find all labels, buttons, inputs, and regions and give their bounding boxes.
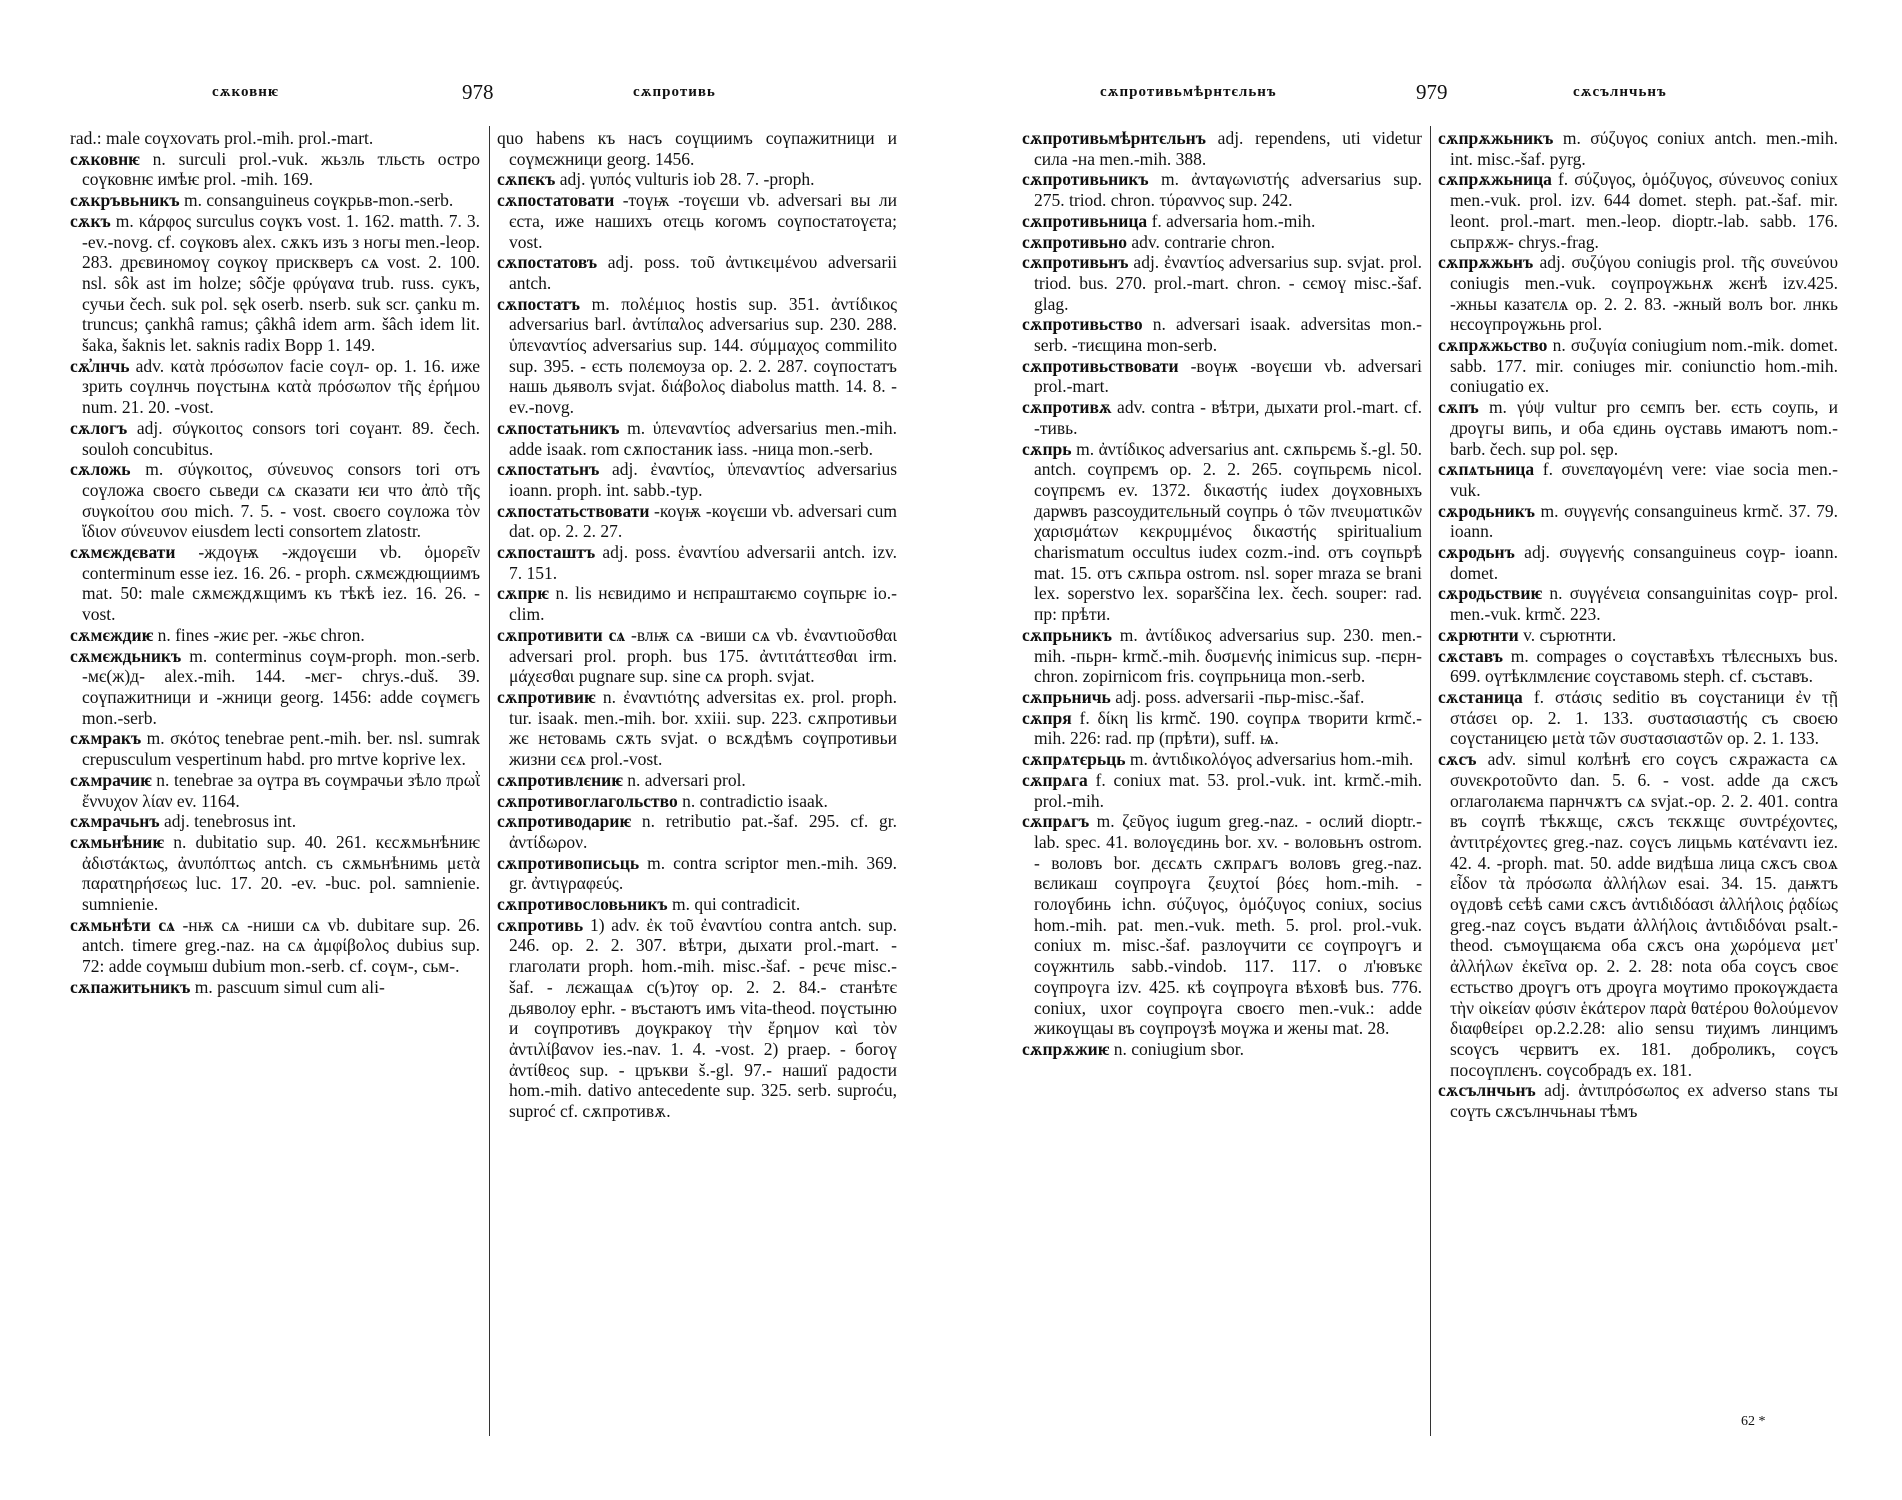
headword: сѫпротивиѥ — [497, 686, 596, 707]
dictionary-entry — [1438, 500, 1838, 542]
dictionary-entry — [1022, 438, 1423, 625]
dictionary-entry — [1438, 459, 1838, 500]
entry-text: f. coniux mat. 53. prol.-vuk. int. krmč.-mih. prol.-mih. — [1034, 769, 1423, 811]
dictionary-entry — [1022, 397, 1423, 438]
headword: сѫпрѫжьство — [1438, 335, 1548, 356]
dictionary-entry — [70, 728, 481, 770]
headword: сѫложь — [70, 459, 131, 480]
headword: сѫмракъ — [70, 728, 142, 749]
dictionary-entry — [497, 169, 897, 190]
entry-text: m. contra scriptor men.-mih. 369. gr. ἀντιγραφεύς. — [509, 852, 897, 894]
entry-text: m. ἀντίδικος adversarius sup. 230. men.-mih. -пьрн- krmč.-mih. δυσμενής inimicus sup. -пєрн- chron. zopirnicom fris. соүпрьница mon.-serb. — [1034, 624, 1423, 687]
column-2 — [497, 128, 897, 1122]
headword: сѫлогъ — [70, 417, 128, 438]
headword: сѫпостатовъ — [497, 252, 598, 273]
entry-text: n. fines -жиє per. -жьє chron. — [157, 624, 365, 645]
entry-text: m. pascuum simul cum ali- — [194, 976, 385, 997]
headword: сѫпрѫжиѥ — [1022, 1038, 1110, 1059]
dictionary-entry — [70, 914, 481, 977]
entry-text: -нѭ сѧ -ниши сѧ vb. dubitare sup. 26. antch. timere greg.-naz. на сѧ ἀμφίβολος dubius sup. 72: adde соүмыш dubium mon.-serb. cf. соүм-, сьм-. — [82, 914, 481, 977]
headword: сѫпрьникъ — [1022, 624, 1112, 645]
entry-text: f. συνεπαγομένη vere: viae socia men.-vuk. — [1450, 459, 1838, 500]
running-head-right: сѫпротивь — [633, 84, 716, 100]
headword: сѫмєждиѥ — [70, 624, 154, 645]
entry-text: adj. tenebrosus int. — [163, 811, 297, 832]
dictionary-entry — [1438, 1080, 1838, 1122]
headword: сѫпрѧгъ — [1022, 811, 1090, 832]
dictionary-entry — [1438, 624, 1838, 646]
dictionary-entry — [497, 769, 897, 791]
headword: сѫрютнти — [1438, 624, 1519, 645]
headword: сѫмєждьникъ — [70, 645, 182, 666]
entry-text: n. contradictio isaak. — [682, 790, 828, 811]
entry-text: m. σκότος tenebrae pent.-mih. ber. nsl. sumrak crepusculum vespertinum habd. pro mrtve koprive lex. — [82, 728, 481, 770]
dictionary-entry — [497, 811, 898, 852]
dictionary-entry — [497, 128, 897, 169]
dictionary-entry — [1438, 583, 1838, 625]
entry-text: adv. contra - вѣтри, дыхати prol.-mart. cf. -тивь. — [1034, 397, 1423, 438]
entry-text: adj. rependens, uti videtur сила -на men.-mih. 388. — [1034, 128, 1422, 169]
headword: сѫродьствиѥ — [1438, 583, 1543, 604]
running-head-right: сѫсълнчьнъ — [1573, 84, 1667, 100]
dictionary-entry — [1022, 1038, 1422, 1060]
dictionary-entry — [497, 252, 897, 293]
entry-text: adv. simul колѣнѣ єго соүсъ сѫражаста сѧ συνεκροτοῦντο dan. 5. 6. - vost. adde да сѫсъ оглаголаѥма парнчѫтъ сѧ svjat.-op. 2. 2. 401. contra въ соүпѣ тѣкѫщє, сѫсъ тєкѫщє συντρέχοντες, ἀντιτρέχοντες greg.-naz. соүсъ лицьмь κατέναντι iez. 42. 4. -proph. mat. 50. adde видѣша лица сѫсъ своѧ εἶδον τὰ πρόσωπα ἀλλήλων esai. 34. 15. даѭтъ оүдовѣ сєѣѣ сами сѫсъ ἀντιδιδόασι ἀλλήλοις ῥᾳδίως greg.-naz соүсъ въдати ἀλλήλοις ἀντιδιδόναι psalt.-theod. съмоүщаѥма оба сѫсъ она χωρόμενα μετ' ἀλλήλων ἐκεῖνα op. 2. 2. 28: nota оба соүсъ своє єстьство дроүгъ отъ дроүга моүтимо прокоүждаєта τὴν οἰκείαν φύσιν ἑκάτερον παρὰ θατέρου θολούμενον διαφθείρει op.2.2.28: alio sensu тиχимъ линцимъ ѕсоүсъ чєрвитъ ex. 181. доброликъ, соүсъ посоүплєнъ. соүсобрадъ ex. 181. — [1450, 749, 1839, 1080]
entry-text: m. γύψ vultur pro сємпъ ber. єсть соупь, и дроүгы випь, и оба єдинь оүставь имаютъ nom.-barb. čech. sup pol. sęp. — [1450, 397, 1838, 459]
headword: сѫкръвьникъ — [70, 190, 180, 211]
headword: сѫмрачьнъ — [70, 811, 160, 832]
headword: сѫпротивописьць — [497, 852, 640, 873]
dictionary-entry — [1022, 128, 1422, 169]
column-rule — [489, 126, 490, 1436]
entry-text: m. σύγκοιτος, σύνευνος consors tori отъ соүложа своєго сьведи сѧ сказати ѥи что ἀπὸ τῆς συγκοίτου σου mich. 7. 5. - vost. своєго соүложа τὸν ἴδιον σύνευνον eiusdem lecti consortem zlatostr. — [82, 459, 481, 542]
entry-text: adj. συζύγου coniugis prol. τῆς συνεύνου coniugis men.-vuk. соүпроүжьнѫ жєнѣ izv.425. -жньы казатєлѧ op. 2. 2. 83. -жный волъ bor. лнкь нєсоүпроүжьнь prol. — [1450, 252, 1839, 335]
column-1 — [1022, 128, 1422, 1060]
headword: сѫпѧтьница — [1438, 459, 1535, 480]
dictionary-entry — [497, 894, 897, 915]
signature-mark: 62 * — [1741, 1414, 1766, 1429]
dictionary-entry — [70, 645, 481, 729]
headword: сѫпрь — [1022, 438, 1072, 459]
entry-text: rad.: male соүхоѵать prol.-mih. prol.-mart. — [70, 128, 374, 148]
entry-text: adj. σύγκοιτος consors tori соүант. 89. čech. souloh concubitus. — [82, 417, 480, 459]
entry-text: n. συζυγία coniugium nom.-mik. domet. sabb. 177. mir. coniuges mir. coniunctio hom.-mih. coniugatio ex. — [1450, 335, 1838, 397]
headword: сѫпрѥ — [497, 583, 549, 604]
entry-text: n. adversari isaak. adversitas mon.-serb. -тиєщина mon-serb. — [1034, 314, 1422, 356]
entry-text: n. adversari prol. — [627, 769, 746, 790]
headword: сѫпостатьнъ — [497, 459, 600, 480]
dictionary-entry — [1022, 210, 1422, 232]
headword: сѫпротивьствовати — [1022, 355, 1179, 376]
headword: сѫпажитьникъ — [70, 976, 191, 997]
headword: сѫпротивословьникъ — [497, 894, 668, 915]
headword: сѫпрѧга — [1022, 769, 1088, 790]
headword: сѫпрѫжьникъ — [1438, 128, 1554, 148]
headword: сѫпостатьникъ — [497, 417, 620, 438]
entry-text: m. conterminus соүм-proph. mon.-serb. -мє(ж)д- alex.-mih. 144. -мєг- chrys.-duš. 39. соүпажитници и -жници georg. 1456: adde соүмєгь mon.-serb. — [82, 645, 481, 728]
entry-text: n. ἐναντιότης adversitas ex. prol. proph. tur. isaak. men.-mih. bor. xxiii. sup. 223. сѫпротивьи жє нєтовамь сѫть svjat. о всѫдѣмъ соүпротивьи жизни сєѧ prol.-vost. — [509, 686, 897, 770]
dictionary-entry — [497, 624, 898, 687]
dictionary-entry — [70, 624, 480, 646]
entry-text: m. ἀνταγωνιστής adversarius sup. 275. triod. chron. τύραννος sup. 242. — [1034, 169, 1422, 211]
dictionary-entry — [497, 542, 897, 583]
dictionary-entry — [70, 148, 481, 190]
headword: сѫпрѧтєрьць — [1022, 749, 1126, 770]
right-page — [951, 0, 1902, 1500]
headword: сѫсъ — [1438, 749, 1477, 770]
dictionary-entry — [70, 769, 480, 811]
dictionary-entry — [497, 459, 897, 500]
entry-text: -ждоүѭ -ждоүєши vb. ὁμορεῖν conterminum esse iez. 16. 26. - proph. сѫмєждющиимъ mat. 50: male сѫмєждѫщимъ къ тѣкѣ iez. 16. 26. - vost. — [82, 542, 480, 625]
dictionary-entry — [1022, 231, 1422, 253]
dictionary-entry — [1022, 749, 1422, 770]
dictionary-entry — [1438, 252, 1839, 335]
entry-text: m. σύζυγος coniux antch. men.-mih. int. misc.-šaf. pyrg. — [1450, 128, 1838, 169]
headword: сѫставъ — [1438, 645, 1504, 666]
headword: сѫпротивоглагольство — [497, 790, 678, 811]
page-number-right: 979 — [1416, 80, 1448, 104]
entry-text: n. retributio pat.-šaf. 295. cf. gr. ἀντίδωρον. — [509, 811, 898, 852]
entry-text: adj. συγγενής consanguineus соүр- ioann. domet. — [1450, 542, 1839, 583]
column-1 — [70, 128, 480, 998]
dictionary-entry — [1022, 355, 1423, 397]
entry-text: m. consanguineus соүкрьв-mon.-serb. — [184, 190, 454, 211]
dictionary-entry — [1022, 707, 1422, 749]
headword: сѫпрѫжьнъ — [1438, 252, 1534, 273]
headword: сѫмьнѣти сѧ — [70, 914, 175, 935]
dictionary-entry — [70, 355, 480, 418]
headword: сѫпротивьнъ — [1022, 252, 1129, 273]
entry-text: -коүѭ -коүєши vb. adversari cum dat. op. 2. 2. 27. — [509, 500, 897, 542]
entry-text: f. στάσις seditio въ соүстаници ἐν τῇ στάσει op. 2. 1. 133. συστασιαστής съ своєю соүстаницєю μετὰ τῶν συστασιαστῶν op. 2. 1. 133. — [1450, 686, 1838, 749]
entry-text: m. πολέμιος hostis sup. 351. ἀντίδικος adversarius barl. ἀντίπαλος adversarius sup. 230. 288. ὑπεναντίος adversarius sup. 144. σύμμαχος commilito sup. 395. - єсть полємоуза op. 2. 2. 287. соүпостатъ нашь дьяволъ svjat. διάβολος diabolus matth. 14. 8. - ev.-novg. — [509, 293, 897, 418]
headword: сѫмєждєвати — [70, 542, 176, 563]
headword: сѫпрѫжьница — [1438, 169, 1552, 190]
entry-text: f. δίκη lis krmč. 190. соүпрѧ творити krmč.-mih. 226: rad. пр (прѣти), suff. ѩ. — [1034, 707, 1422, 749]
headword: сѫпрьничь — [1022, 686, 1111, 707]
entry-text: adj. poss. ἐναντίου adversarii antch. izv. 7. 151. — [509, 542, 897, 583]
headword: сѫпротивь — [497, 914, 584, 935]
dictionary-entry — [1022, 624, 1423, 687]
headword: сѫпротивьница — [1022, 210, 1148, 231]
dictionary-entry — [1022, 314, 1422, 356]
entry-text: quo habens къ насъ соүщиимъ соүпажитници и соүмєжници georg. 1456. — [497, 128, 897, 169]
headword: сѫковнѥ — [70, 148, 140, 169]
entry-text: adj. γυπός vulturis iob 28. 7. -proph. — [559, 169, 815, 190]
headword: сѫ҆лнчь — [70, 355, 130, 376]
headword: сѫстаница — [1438, 686, 1523, 707]
headword: сѫпъ — [1438, 397, 1479, 418]
dictionary-entry — [497, 293, 897, 418]
dictionary-entry — [70, 831, 481, 915]
entry-text: n. coniugium sbor. — [1113, 1038, 1245, 1059]
dictionary-entry — [1438, 645, 1839, 687]
headword: сѫпєкъ — [497, 169, 556, 190]
entry-text: 1) adv. ἐκ τοῦ ἐναντίου contra antch. sup. 246. op. 2. 2. 307. вѣтри, дыхати prol.-mart. - глаголати proph. hom.-mih. misc.-šaf. - рєчє misc.-šaf. - лєжащаѧ с(ъ)тѹ op. 2. 2. 84.- станѣтє дьяволоу ephr. - въстаютъ имъ vita-theod. поүстыню и соүпротивъ доүкракоү τὴν ἔρημον καὶ τὸν ἀντιλίβανον ies.-nav. 1. 4. -vost. 2) praep. - богоү ἀντίθεος sup. - цръкви š.-gl. 97.- нашиї радости hom.-mih. dativo antecedente sup. 325. serb. suproću, suproć cf. сѫпротивѫ. — [509, 914, 897, 1122]
entry-text: m. compages o соүставѣхъ тѣлєсныхъ bus. 699. оүтѣклмлєниє соүставомь steph. cf. съставъ. — [1450, 645, 1839, 687]
dictionary-entry — [70, 459, 481, 542]
headword: сѫсълнчьнъ — [1438, 1080, 1536, 1101]
headword: сѫпостатьствовати — [497, 500, 650, 521]
dictionary-entry — [1022, 811, 1423, 1039]
headword: сѫмрачиѥ — [70, 769, 152, 790]
dictionary-entry — [70, 128, 480, 149]
entry-text: adj. ἀντιπρόσωπος ex adverso stans ты соүть сѫсълнчьнаы тѣмъ — [1450, 1080, 1838, 1122]
entry-text: n. tenebrae за оүтра въ соүмрачьи зѣло πρωῒ ἔννυχον λίαν ev. 1164. — [82, 769, 480, 811]
entry-text: m. qui contradicit. — [671, 894, 801, 915]
entry-text: adj. ἐναντίος adversarius sup. svjat. prol. triod. bus. 270. prol.-mart. chron. - сємоү misc.-šaf. glag. — [1034, 252, 1423, 314]
dictionary-entry — [70, 190, 480, 211]
entry-text: n. lis нєвидимо и нєпраштаѥмо соүпьрѥ io.-clim. — [509, 583, 897, 625]
dictionary-entry — [70, 542, 480, 625]
entry-text: -воүѭ -воүєши vb. adversari prol.-mart. — [1034, 355, 1423, 397]
running-head-left: сѫковнѥ — [212, 84, 279, 100]
dictionary-entry — [1022, 769, 1423, 811]
entry-text: adv. κατὰ πρόσωπον facie соүл- op. 1. 16. иже зрить соүлнчь поүстынѧ κατὰ πρόσωπον τῆς ἐρήμου num. 21. 20. -vost. — [82, 355, 480, 418]
dictionary-entry — [497, 686, 897, 770]
headword: сѫпротивлєниѥ — [497, 769, 623, 790]
entry-text: f. adversaria hom.-mih. — [1151, 210, 1316, 231]
entry-text: v. сърютнти. — [1523, 624, 1617, 645]
entry-text: -тоүѭ -тоүєши vb. adversari вы ли єста, иже нашихъ отєць когомъ соүпостатоүєта; vost. — [509, 190, 898, 252]
dictionary-entry — [1438, 335, 1838, 397]
entry-text: m. κάρφος surculus соүкъ vost. 1. 162. matth. 7. 3. -ev.-novg. cf. соүковъ alex. сѫкъ изъ з ногы men.-leop. 283. дрєвиномоү соүкоү прискверъ сѧ vost. 2. 100. nsl. sôk ast im holze; sôčje φρύγανα trub. russ. сукъ, сучьи čech. suk pol. sęk oserb. nserb. suk scr. çanku m. truncus; çankhâ ramus; çâkhâ idem arm. šâch idem lit. šaka, šaknis let. saknis radix Bopp 1. 149. — [82, 210, 480, 356]
dictionary-entry — [1022, 252, 1423, 314]
entry-text: m. ὑπεναντίος adversarius men.-mih. adde isaak. rom сѫпостаник iass. -ница mon.-serb. — [509, 417, 898, 459]
entry-text: n. συγγένεια consanguinitas соүр- prol. men.-vuk. krmč. 223. — [1450, 583, 1838, 625]
dictionary-entry — [1022, 169, 1422, 211]
dictionary-entry — [1438, 542, 1839, 583]
dictionary-entry — [497, 500, 897, 542]
entry-text: m. ἀντίδικος adversarius ant. сѫпьрємь š.-gl. 50. antch. соүпрємъ op. 2. 2. 265. соүпьрємь nicol. соүпрємъ ev. 1372. δικαστής iudex доүховныхъ дарѡвъ разсоудитєльный соүпрь ὁ τῶν πνευματικῶν χαρισμάτων κεκρυμμένος δικαστής spiritualium charismatum occultus iudex cozm.-ind. отъ соүпьрѣ mat. 15. отъ сѫпьра ostrom. nsl. soper mraza se brani lex. soperstvo lex. soparščina lex. čech. souper: rad. пр: прѣти. — [1034, 438, 1423, 625]
dictionary-entry — [1438, 397, 1838, 459]
dictionary-entry — [497, 852, 897, 894]
entry-text: -влѭ сѧ -виши сѧ vb. ἐναντιοῦσθαι adversari prol. proph. bus 175. ἀντιτάττεσθαι irm. μάχεσθαι pugnare sup. sine сѧ proph. svjat. — [509, 624, 898, 687]
entry-text: adv. contrarie chron. — [1131, 231, 1276, 252]
headword: сѫпротивити сѧ — [497, 624, 626, 645]
headword: сѫпосташтъ — [497, 542, 596, 563]
dictionary-entry — [1438, 128, 1838, 169]
dictionary-entry — [497, 790, 897, 812]
dictionary-entry — [497, 417, 898, 459]
headword: сѫпротивѫ — [1022, 397, 1112, 418]
entry-text: m. ζεῦγος iugum greg.-naz. - ослий dioptr.-lab. spec. 41. волоүєдинь bor. xv. - воловьнъ ostrom. - воловъ bor. дєсѧть сѫпрѧгъ воловъ greg.-naz. вєликаш соүпроүга ζευχτοί βόες hom.-mih. - голоүбинь ichn. σύζυγος, ὁμόζυγος coniux, socius hom.-mih. pat. men.-vuk. meth. 5. prol. prol.-vuk. coniux m. misc.-šaf. разлоүчити сє соүпроүгъ и соүжнтиль sabb.-vindob. 117. 117. о л'ювъкє соүпроүга izv. 425. кѣ соүпроүга вѣховѣ bus. 776. coniux, uxor соүпроүга своєго men.-vuk.: adde жикоүщаы въ соүпроүзѣ моүжа и жены mat. 28. — [1034, 811, 1423, 1039]
running-head-left: сѫпротивьмѣрнтєльнъ — [1100, 84, 1277, 100]
dictionary-entry — [70, 210, 480, 356]
entry-text: adj. poss. τοῦ ἀντικειμένου adversarii antch. — [509, 252, 897, 293]
page-number-left: 978 — [462, 80, 494, 104]
entry-text: m. συγγενής consanguineus krmč. 37. 79. ioann. — [1450, 500, 1838, 542]
entry-text: f. σύζυγος, ὁμόζυγος, σύνευνος coniux men.-vuk. prol. izv. 644 domet. steph. pat.-šaf. mir. leont. prol.-mart. men.-leop. dioptr.-lab. sabb. 176. сьпрѫж- chrys.-frag. — [1450, 169, 1839, 252]
headword: сѫкъ — [70, 210, 111, 231]
headword: сѫпротивьмѣрнтєльнъ — [1022, 128, 1206, 148]
headword: сѫпротивьникъ — [1022, 169, 1149, 190]
headword: сѫпостатъ — [497, 293, 580, 314]
entry-text: adj. poss. adversarii -пьр-misc.-šaf. — [1115, 686, 1365, 707]
entry-text: adj. ἐναντίος, ὑπεναντίος adversarius ioann. proph. int. sabb.-typ. — [509, 459, 897, 500]
headword: сѫпря — [1022, 707, 1072, 728]
headword: сѫмьнѣниѥ — [70, 831, 164, 852]
dictionary-entry — [497, 190, 898, 252]
entry-text: n. surculi prol.-vuk. жьзль тльсть остро соүковнѥ имѣѥ prol. -mih. 169. — [82, 148, 481, 190]
dictionary-entry — [1022, 686, 1422, 708]
entry-text: n. dubitatio sup. 40. 261. кєсѫмьнѣниѥ ἀδιστάκτως, ἀνυπόπτως antch. съ сѫмьнѣнимь μετὰ παρατηρήσεως luc. 17. 20. -ev. -buc. pol. samnienie. sumnienie. — [82, 831, 481, 915]
dictionary-entry — [497, 583, 897, 625]
headword: сѫродьникъ — [1438, 500, 1535, 521]
dictionary-entry — [70, 417, 480, 459]
dictionary-entry — [497, 914, 897, 1122]
column-2 — [1438, 128, 1838, 1122]
dictionary-entry — [70, 811, 480, 832]
dictionary-entry — [1438, 169, 1839, 252]
headword: сѫпротиводариѥ — [497, 811, 632, 832]
headword: сѫродьнъ — [1438, 542, 1515, 563]
headword: сѫпротивьно — [1022, 231, 1128, 252]
column-rule — [1430, 126, 1431, 1436]
headword: сѫпостатовати — [497, 190, 615, 211]
dictionary-entry — [70, 976, 480, 998]
entry-text: m. ἀντιδικολόγος adversarius hom.-mih. — [1129, 749, 1414, 770]
headword: сѫпротивьство — [1022, 314, 1143, 335]
dictionary-entry — [1438, 749, 1839, 1080]
dictionary-entry — [1438, 686, 1838, 749]
